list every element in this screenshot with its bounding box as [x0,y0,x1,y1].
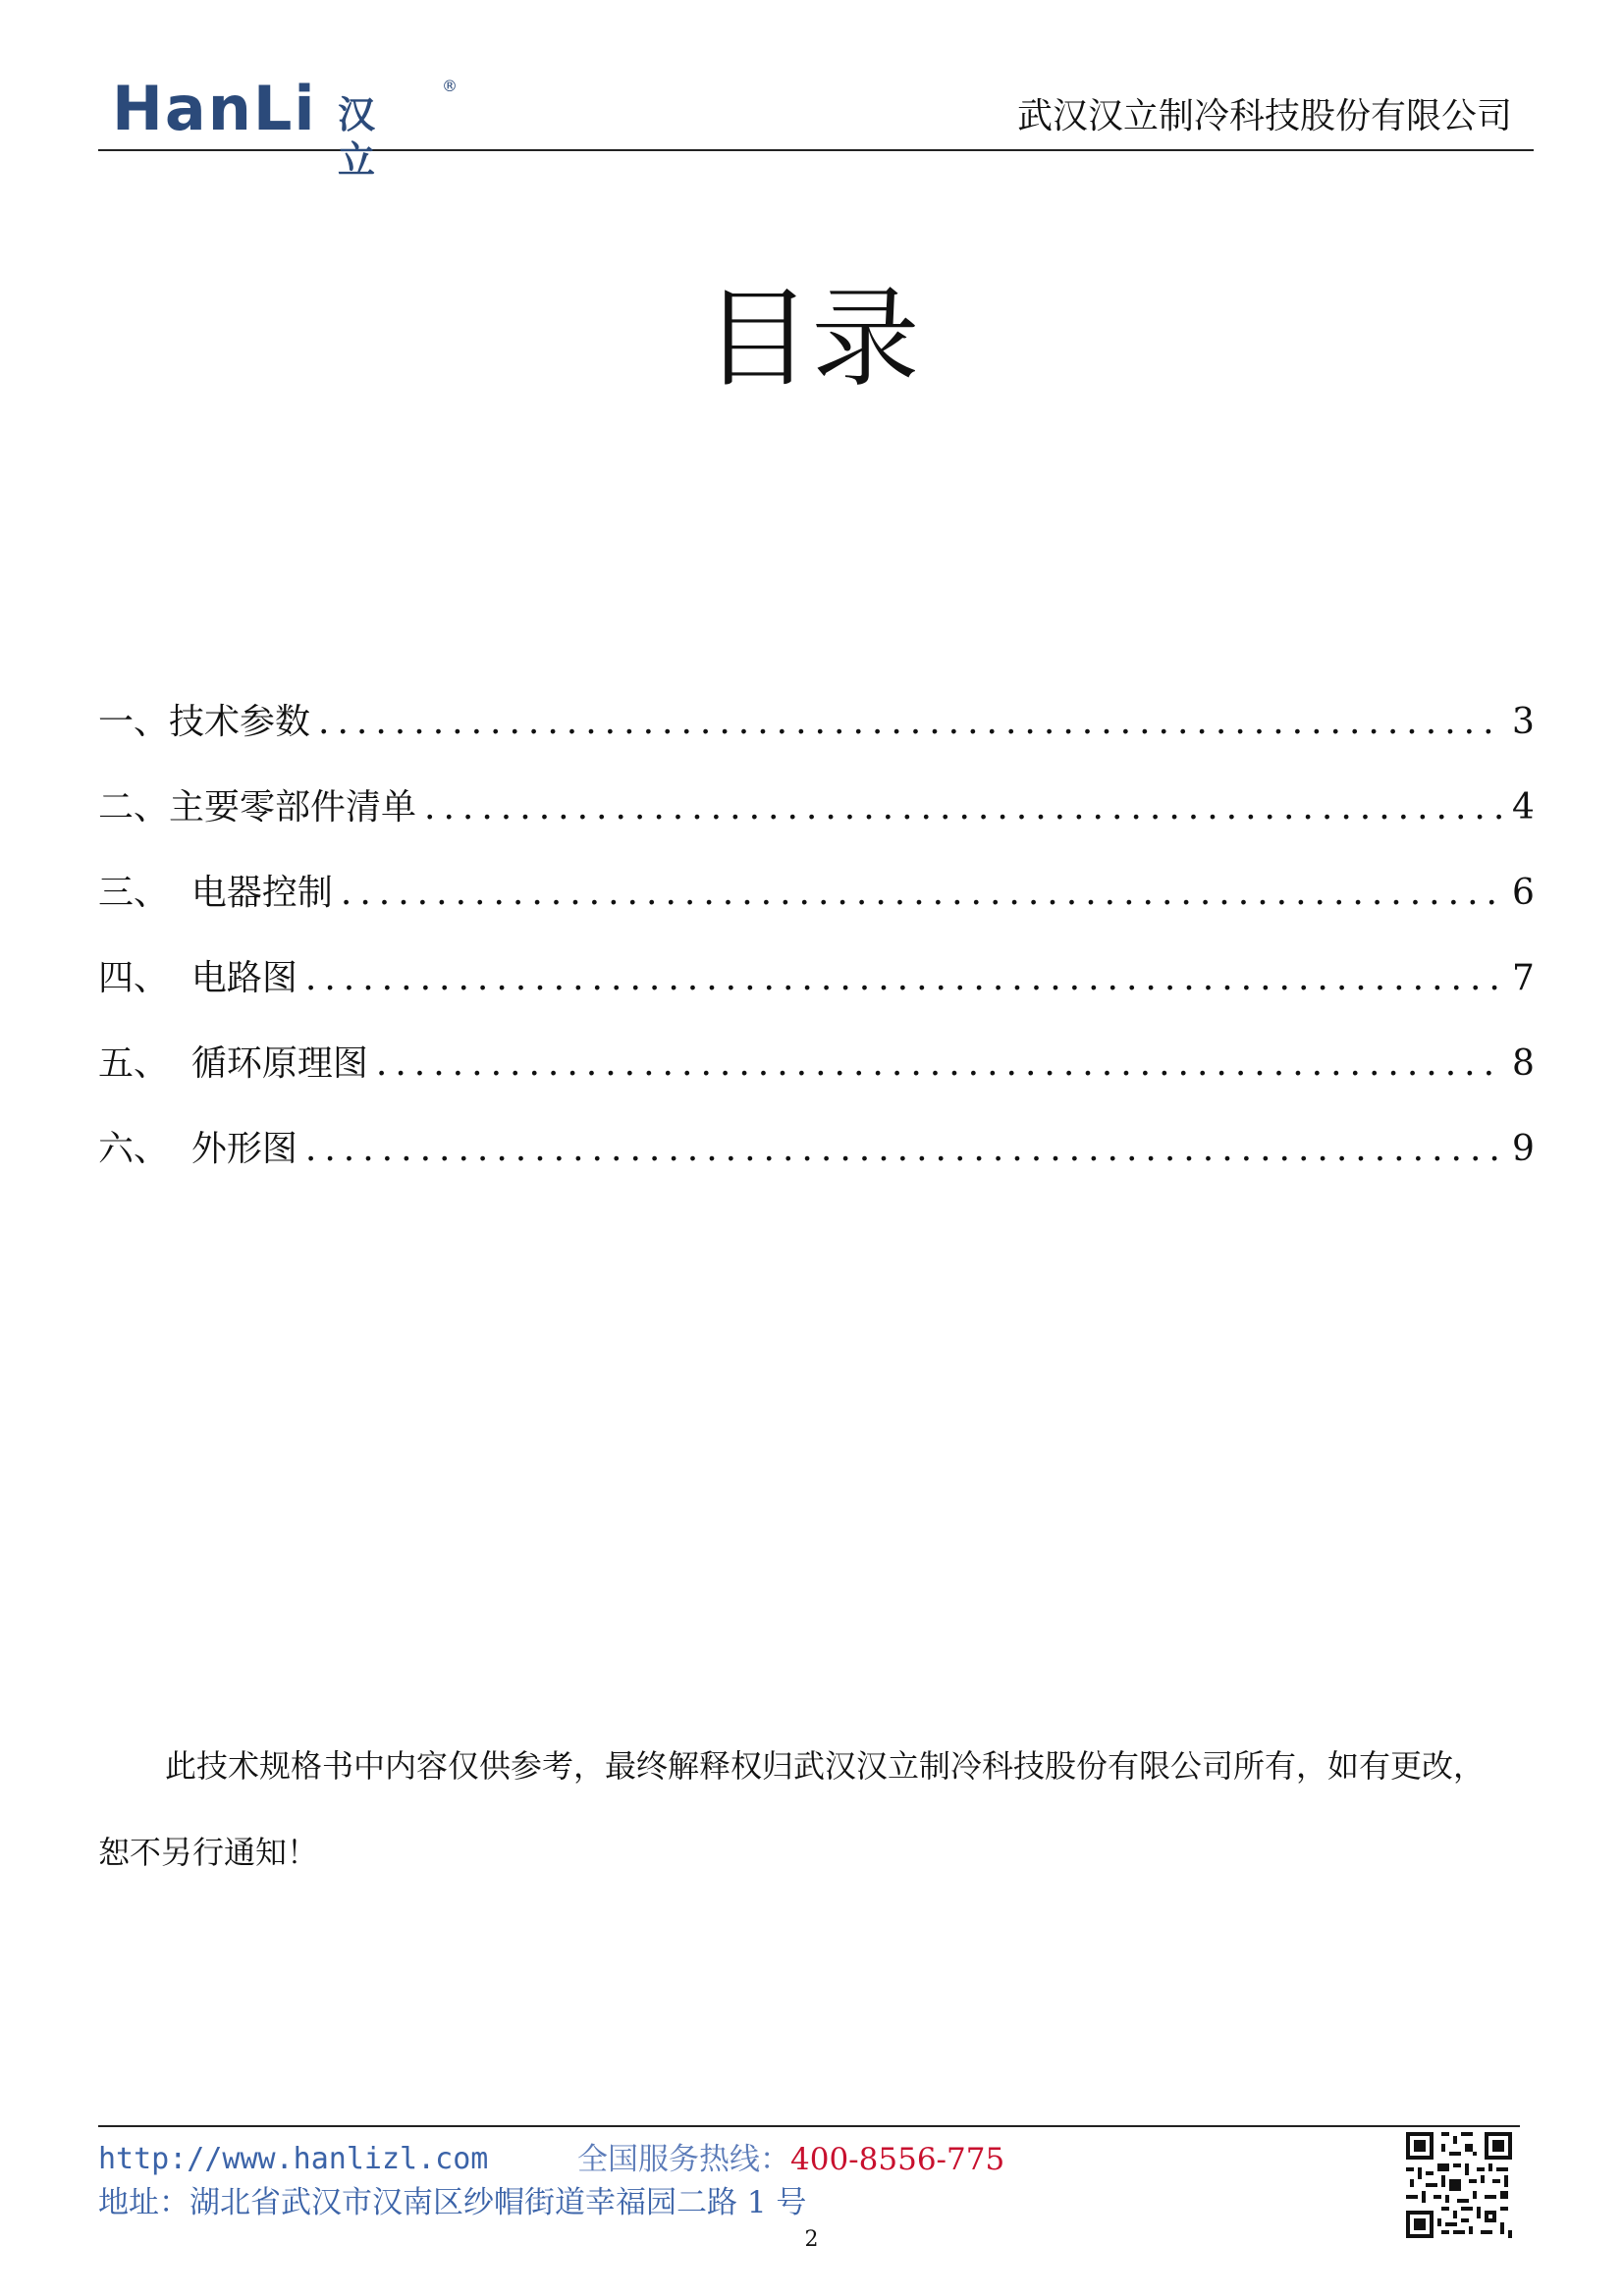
page-header [98,69,1534,182]
toc-entry-page: 3 [1512,702,1535,742]
company-name: 武汉汉立制冷科技股份有限公司 [1016,96,1512,136]
toc-entry-page: 4 [1512,787,1535,828]
toc-entry-number: 三、 [98,873,170,913]
toc-entry-number: 四、 [98,958,170,998]
page-title: 目录 [703,276,920,401]
toc-entry-number: 六、 [98,1129,170,1169]
logo-wordmark: HanLi [112,73,317,144]
company-address: 地址：湖北省武汉市汉南区纱帽街道幸福园二路 1 号 [98,2185,807,2220]
toc-entry-number: 一、 [98,702,170,742]
toc-leader-dots [424,784,1504,831]
toc-entry-label: 主要零部件清单 [169,787,417,828]
toc-entry-number: 五、 [98,1043,170,1084]
toc-entry-label: 技术参数 [169,702,311,742]
footer-divider [98,2125,1520,2127]
toc-entry-label: 外形图 [169,1129,298,1169]
toc-entry[interactable] [98,1041,1534,1126]
hotline-number: 400-8556-775 [790,2142,1005,2177]
logo-chinese-name: 汉立 [338,93,376,182]
toc-entry[interactable] [98,1126,1534,1211]
toc-leader-dots [341,870,1504,917]
page-number: 2 [804,2227,819,2252]
toc-entry-page: 8 [1512,1043,1535,1084]
qr-code-icon [1406,2132,1512,2238]
toc-entry[interactable] [98,870,1534,955]
disclaimer-line: 恕不另行通知！ [98,1834,319,1871]
table-of-contents [98,699,1534,1211]
toc-entry-number: 二、 [98,787,170,828]
website-link[interactable]: http://www.hanlizl.com [98,2142,489,2176]
toc-entry-page: 6 [1512,873,1535,913]
disclaimer-notice [98,1723,1534,1896]
disclaimer-line: 此技术规格书中内容仅供参考，最终解释权归武汉汉立制冷科技股份有限公司所有，如有更改， [165,1747,1486,1785]
toc-entry-label: 电路图 [169,958,298,998]
toc-leader-dots [305,1126,1504,1173]
toc-leader-dots [376,1041,1504,1088]
hotline-label: 全国服务热线： [577,2142,790,2177]
toc-entry[interactable] [98,784,1534,870]
toc-leader-dots [318,699,1504,746]
toc-entry[interactable] [98,955,1534,1041]
toc-leader-dots [305,955,1504,1002]
service-hotline [577,2140,1004,2179]
registered-mark: ® [442,77,458,95]
toc-entry-label: 循环原理图 [169,1043,368,1084]
toc-entry-page: 9 [1512,1129,1535,1169]
toc-entry[interactable] [98,699,1534,784]
toc-entry-label: 电器控制 [169,873,333,913]
toc-entry-page: 7 [1512,958,1535,998]
